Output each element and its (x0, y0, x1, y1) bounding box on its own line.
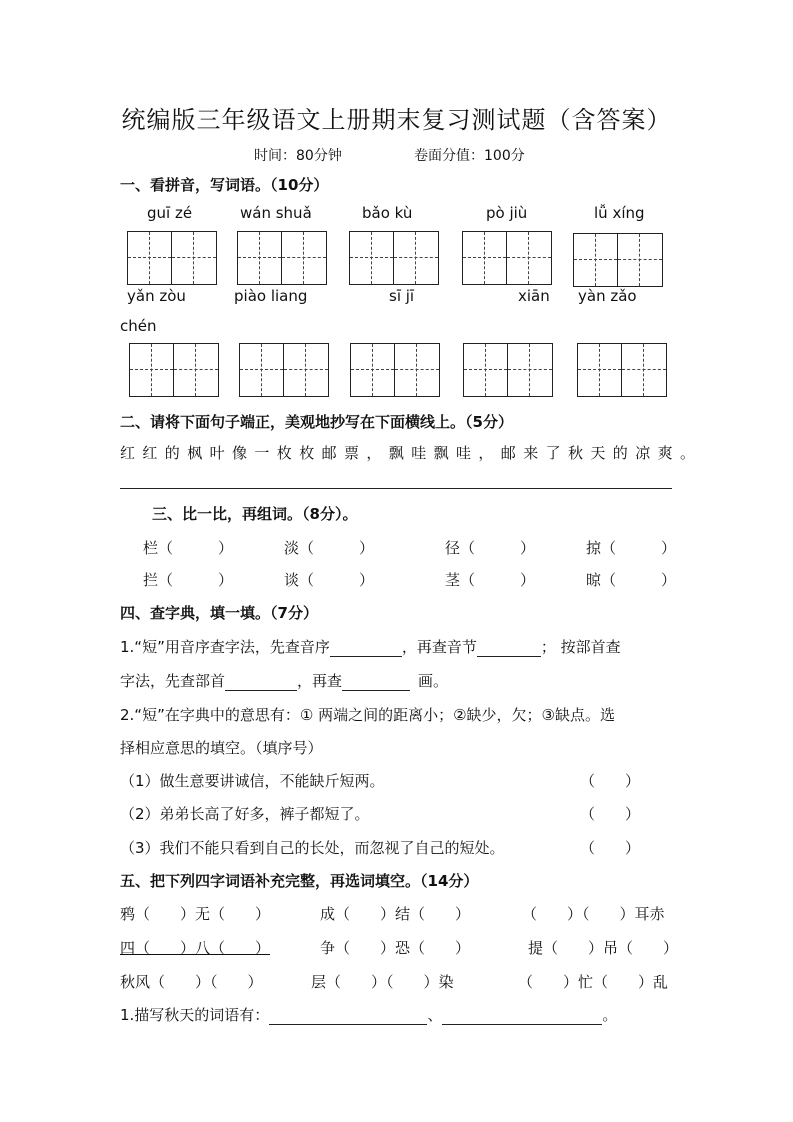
exam-score: 卷面分值：100分 (414, 148, 525, 164)
pinyin-7: piào liang (234, 287, 308, 305)
pinyin-8: sī jī (389, 287, 415, 305)
writing-grid-9[interactable] (463, 343, 553, 397)
dict-question-2-line2: 择相应意思的填空。（填序号） (120, 739, 323, 757)
dict-question-2-line1: 2.“短”在字典中的意思有：① 两端之间的距离小；②缺少，欠；③缺点。选 (120, 706, 615, 724)
blank-bihua[interactable] (342, 672, 410, 691)
pinyin-9-start: chén (120, 317, 157, 335)
copy-line[interactable] (120, 488, 672, 489)
pinyin-5: lǚ xíng (594, 204, 645, 222)
compare-item: 径（ ） (445, 539, 536, 557)
writing-grid-10[interactable] (577, 343, 667, 397)
writing-grid-2[interactable] (237, 231, 327, 285)
writing-grid-4[interactable] (462, 231, 552, 285)
compare-item: 淡（ ） (284, 539, 375, 557)
idiom-item: 成（ ）结（ ） (320, 905, 471, 923)
blank-yinxu[interactable] (330, 638, 402, 657)
compare-item: 谈（ ） (284, 571, 375, 589)
page-title: 统编版三年级语文上册期末复习测试题（含答案） (121, 106, 672, 134)
answer-paren-3[interactable]: （ ） (580, 839, 641, 857)
idiom-item: 四（ ）八（ ） (120, 939, 271, 957)
idiom-item: 鸦（ ）无（ ） (120, 905, 271, 923)
idiom-item: 层（ ）（ ）染 (311, 973, 454, 991)
section2-heading: 二、请将下面句子端正，美观地抄写在下面横线上。（5分） (120, 413, 513, 431)
dict-question-1-line1: 1.“短”用音序查字法，先查音序 ，再查音节 ； 按部首查 (120, 638, 621, 656)
compare-item: 栏（ ） (143, 539, 234, 557)
pinyin-10: yàn zǎo (578, 287, 637, 305)
pinyin-2: wán shuǎ (240, 204, 312, 222)
compare-item: 掠（ ） (586, 539, 677, 557)
pinyin-4: pò jiù (486, 204, 528, 222)
answer-paren-1[interactable]: （ ） (580, 772, 641, 790)
writing-grid-7[interactable] (239, 343, 329, 397)
blank-bushou[interactable] (225, 672, 297, 691)
pinyin-6: yǎn zòu (127, 287, 186, 305)
idiom-item: 秋风（ ）（ ） (120, 973, 263, 991)
idiom-item: （ ）（ ）耳赤 (522, 905, 665, 923)
section5-heading: 五、把下列四字词语补充完整，再选词填空。（14分） (120, 872, 479, 890)
writing-grid-1[interactable] (127, 231, 217, 285)
compare-item: 拦（ ） (143, 571, 234, 589)
meaning-item-2: （2）弟弟长高了好多，裤子都短了。 (120, 805, 370, 823)
exam-time: 时间：80分钟 (254, 148, 342, 164)
meaning-item-3: （3）我们不能只看到自己的长处，而忽视了自己的短处。 (120, 839, 505, 857)
writing-grid-5[interactable] (573, 233, 663, 287)
pinyin-9: xiān (518, 287, 550, 305)
pinyin-1: guī zé (147, 204, 193, 222)
answer-paren-2[interactable]: （ ） (580, 805, 641, 823)
section4-heading: 四、查字典，填一填。（7分） (120, 604, 318, 622)
idiom-item: （ ）忙（ ）乱 (518, 973, 669, 991)
blank-yinjie[interactable] (477, 638, 541, 657)
writing-grid-6[interactable] (129, 343, 219, 397)
copy-sentence: 红红的枫叶像一枚枚邮票，飘哇飘哇，邮来了秋天的凉爽。 (120, 444, 703, 462)
blank-autumn-word-1[interactable] (269, 1006, 427, 1025)
writing-grid-8[interactable] (350, 343, 440, 397)
idiom-item: 争（ ）恐（ ） (320, 939, 471, 957)
section1-heading: 一、看拼音，写词语。（10分） (120, 176, 329, 194)
compare-item: 茎（ ） (445, 571, 536, 589)
fill-question-1: 1.描写秋天的词语有： 、 。 (120, 1006, 618, 1024)
dict-question-1-line2: 字法，先查部首 ，再查 画。 (120, 672, 449, 690)
meaning-item-1: （1）做生意要讲诚信，不能缺斤短两。 (120, 772, 385, 790)
idiom-item: 提（ ）吊（ ） (528, 939, 679, 957)
pinyin-3: bǎo kù (362, 204, 413, 222)
blank-autumn-word-2[interactable] (442, 1006, 602, 1025)
compare-item: 晾（ ） (586, 571, 677, 589)
section3-heading: 三、比一比，再组词。（8分）。 (152, 505, 358, 523)
writing-grid-3[interactable] (349, 231, 439, 285)
